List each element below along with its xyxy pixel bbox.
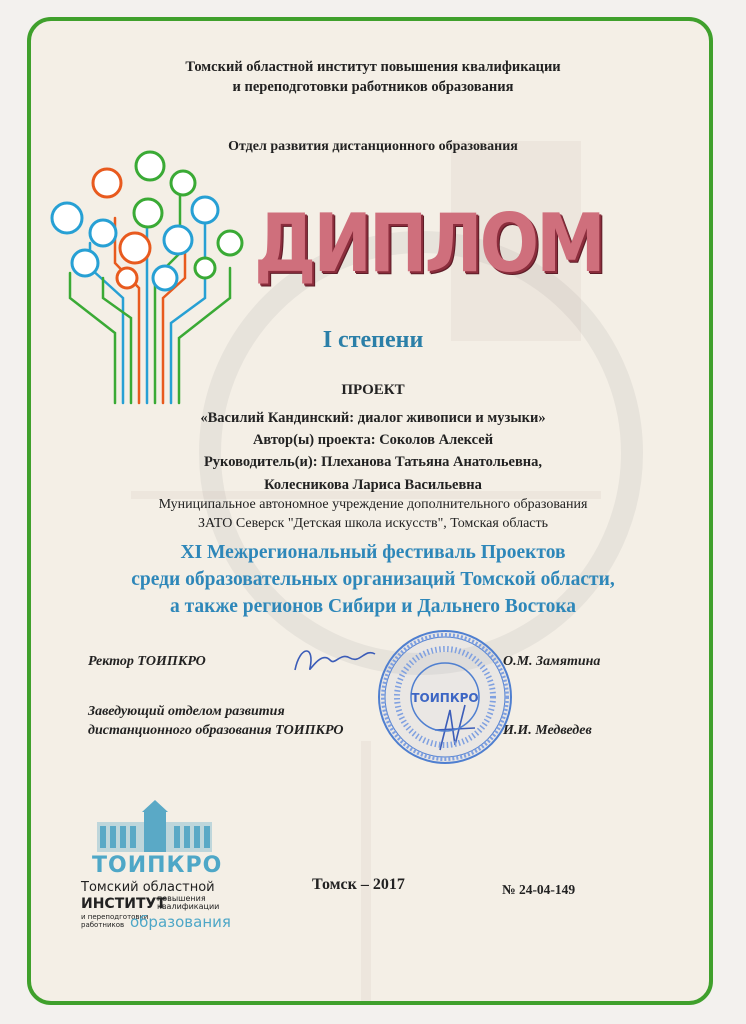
organization-name — [0, 57, 746, 97]
toipkro-building-logo — [92, 800, 217, 855]
logo-small-text: работников — [81, 921, 125, 929]
festival-line-2: среди образовательных организаций Томской области, — [131, 569, 615, 590]
project-authors: Автор(ы) проекта: Соколов Алексей — [252, 432, 494, 448]
institution-line-2: ЗАТО Северск "Детская школа искусств", Томская область — [197, 516, 549, 531]
phone-icon — [192, 197, 218, 223]
logo-small-text: квалификации — [157, 902, 220, 911]
department-name: Отдел развития дистанционного образования — [228, 139, 518, 154]
stamp-center-text: ТОИПКРО — [411, 691, 479, 705]
pencil-ruler-icon — [134, 199, 162, 227]
rector-name: О.М. Замятина — [503, 654, 601, 669]
bulb-icon — [218, 231, 242, 255]
gears-icon — [93, 169, 121, 197]
logo-line-2: ИНСТИТУТ — [81, 896, 166, 912]
flask-icon — [171, 171, 195, 195]
org-line-1: Томский областной институт повышения квалификации — [185, 59, 561, 75]
head-title-line-1: Заведующий отделом развития — [88, 704, 285, 719]
logo-small-text: и переподготовки — [81, 913, 149, 921]
microscope-icon — [136, 152, 164, 180]
project-name: «Василий Кандинский: диалог живописи и музыки» — [200, 410, 546, 426]
logo-line-3: образования — [130, 913, 231, 931]
org-line-2: и переподготовки работников образования — [232, 79, 514, 95]
festival-line-1: XI Межрегиональный фестиваль Проектов — [180, 542, 566, 563]
head-name: И.И. Медведев — [503, 723, 592, 738]
institution-line-1: Муниципальное автономное учреждение дополнительного образования — [158, 497, 588, 512]
project-leaders-line-2: Колесникова Лариса Васильевна — [264, 477, 482, 493]
rector-title: Ректор ТОИПКРО — [88, 654, 206, 669]
diploma-number: № 24-04-149 — [502, 882, 576, 897]
bulb-icon — [117, 268, 137, 288]
rector-signature — [290, 640, 380, 680]
official-stamp — [376, 628, 514, 766]
education-tree-illustration — [45, 148, 245, 408]
compass-icon — [90, 220, 116, 246]
festival-line-3: а также регионов Сибири и Дальнего Востока — [169, 596, 577, 617]
background-shape — [361, 741, 371, 1001]
leaf-icon — [195, 258, 215, 278]
atom-icon — [153, 266, 177, 290]
logo-abbreviation: ТОИПКРО — [92, 853, 223, 878]
city-year: Томск – 2017 — [312, 876, 405, 893]
presentation-icon — [120, 233, 150, 263]
book-icon — [52, 203, 82, 233]
project-leaders-line-1: Руководитель(и): Плеханова Татьяна Анатольевна, — [203, 454, 543, 470]
head-title-line-2: дистанционного образования ТОИПКРО — [88, 723, 344, 738]
diploma-degree: I степени — [322, 327, 424, 353]
project-label: ПРОЕКТ — [341, 382, 405, 398]
logo-line-2-small — [157, 895, 219, 911]
logo-small-text: повышения — [157, 894, 206, 903]
building-icon — [164, 226, 192, 254]
logo-line-1: Томский областной — [81, 880, 215, 895]
person-icon — [72, 250, 98, 276]
festival-name — [0, 539, 746, 620]
diploma-title: ДИПЛОМ — [254, 196, 603, 291]
